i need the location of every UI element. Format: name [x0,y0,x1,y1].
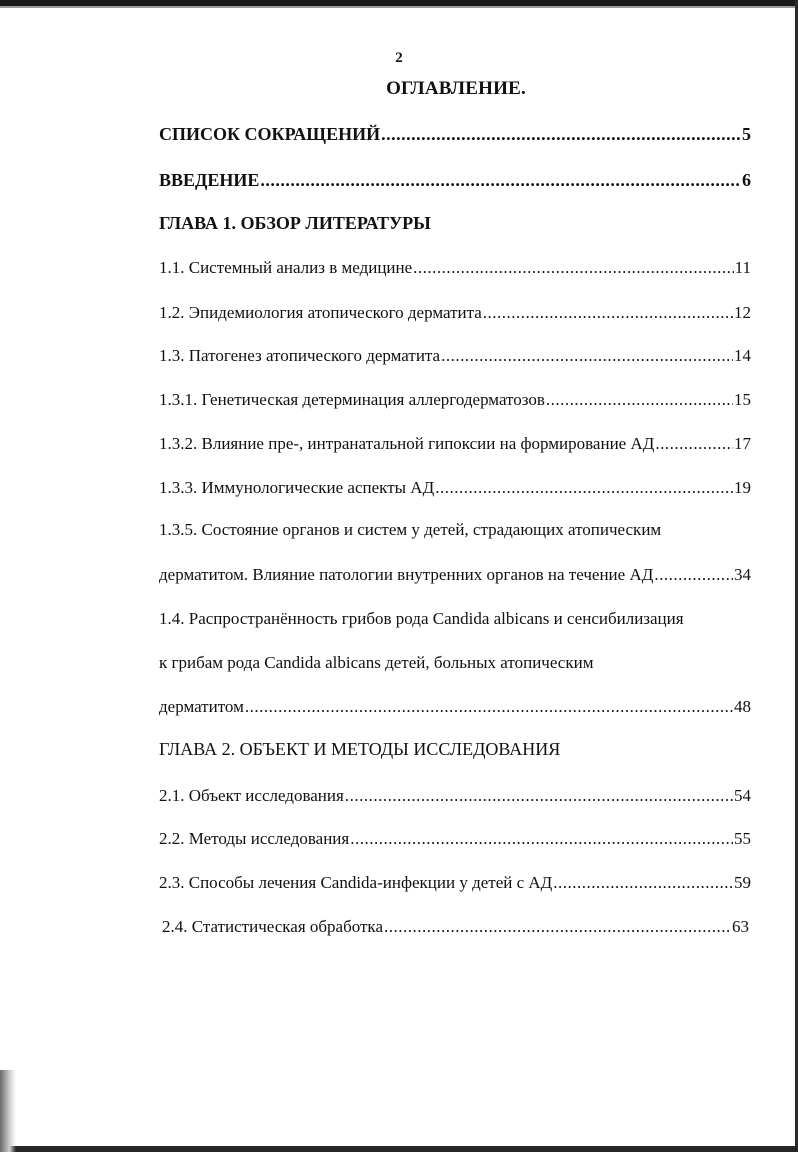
toc-entry-label: 1.3.3. Иммунологические аспекты АД [159,478,435,497]
toc-entry-1-2[interactable] [159,303,751,323]
toc-leader-dots [245,697,733,717]
toc-chapter-1-heading[interactable]: ГЛАВА 1. ОБЗОР ЛИТЕРАТУРЫ [159,213,431,233]
toc-entry-page: 34 [734,565,751,584]
toc-entry-1-4[interactable] [159,697,751,717]
toc-entry-1-3-5-line1[interactable]: 1.3.5. Состояние органов и систем у детей, страдающих атопическим [159,520,662,539]
toc-entry-page: 14 [734,346,751,365]
toc-leader-dots [654,565,733,585]
toc-entry-label: 1.3. Патогенез атопического дерматита [159,346,441,365]
toc-entry-1-3-5[interactable] [159,565,751,585]
toc-entry-page: 15 [734,390,751,409]
toc-entry-2-3[interactable] [159,873,751,893]
toc-entry-1-3-1[interactable] [159,390,751,410]
toc-entry-page: 5 [742,124,751,144]
toc-entry-page: 54 [734,786,751,805]
toc-entry-label: 1.1. Системный анализ в медицине [159,258,413,277]
toc-entry-label: СПИСОК СОКРАЩЕНИЙ [159,124,381,144]
toc-entry-label: 2.4. Статистическая обработка [162,917,383,936]
toc-leader-dots [441,346,733,366]
toc-leader-dots [350,829,733,849]
toc-entry-2-4[interactable] [162,917,749,937]
toc-title-text: ОГЛАВЛЕНИЕ. [386,78,526,99]
toc-entry-abbreviations[interactable] [159,124,751,145]
toc-entry-page: 11 [734,258,751,277]
toc-leader-dots [384,917,731,937]
toc-entry-2-1[interactable] [159,786,751,806]
toc-entry-label: 1.3.2. Влияние пре-, интранатальной гипоксии на формирование АД [159,434,655,453]
toc-entry-page: 19 [734,478,751,497]
toc-entry-label: 2.1. Объект исследования [159,786,344,805]
toc-entry-label: дерматитом [159,697,244,716]
toc-entry-1-4-line2[interactable]: к грибам рода Candida albicans детей, больных атопическим [159,653,594,672]
toc-leader-dots [553,873,733,893]
toc-entry-1-3-2[interactable] [159,434,751,454]
toc-leader-dots [546,390,733,410]
toc-entry-page: 48 [734,697,751,716]
toc-leader-dots [381,124,741,145]
toc-entry-page: 17 [734,434,751,453]
toc-entry-introduction[interactable] [159,170,751,191]
toc-entry-label: 2.2. Методы исследования [159,829,350,848]
toc-entry-1-3-3[interactable] [159,478,751,498]
toc-leader-dots [345,786,733,806]
toc-leader-dots [483,303,733,323]
toc-entry-label: 1.3.1. Генетическая детерминация аллергодерматозов [159,390,545,409]
toc-entry-label: 1.2. Эпидемиология атопического дерматита [159,303,482,322]
toc-entry-1-3[interactable] [159,346,751,366]
toc-entry-2-2[interactable] [159,829,751,849]
toc-leader-dots [260,170,741,191]
toc-entry-1-4-line1[interactable]: 1.4. Распространённость грибов рода Candida albicans и сенсибилизация [159,609,684,628]
toc-entry-1-1[interactable] [159,258,751,278]
toc-entry-page: 6 [742,170,751,190]
toc-entry-label: дерматитом. Влияние патологии внутренних органов на течение АД [159,565,654,584]
toc-entry-page: 63 [732,917,749,936]
toc-entry-label: ВВЕДЕНИЕ [159,170,260,190]
toc-entry-page: 12 [734,303,751,322]
toc-leader-dots [655,434,733,454]
page-number: 2 [395,50,403,66]
toc-leader-dots [435,478,733,498]
toc-entry-label: 2.3. Способы лечения Candida-инфекции у детей с АД [159,873,553,892]
toc-entry-page: 55 [734,829,751,848]
toc-leader-dots [413,258,733,278]
toc-entry-page: 59 [734,873,751,892]
toc-chapter-2-heading[interactable]: ГЛАВА 2. ОБЪЕКТ И МЕТОДЫ ИССЛЕДОВАНИЯ [159,739,561,759]
